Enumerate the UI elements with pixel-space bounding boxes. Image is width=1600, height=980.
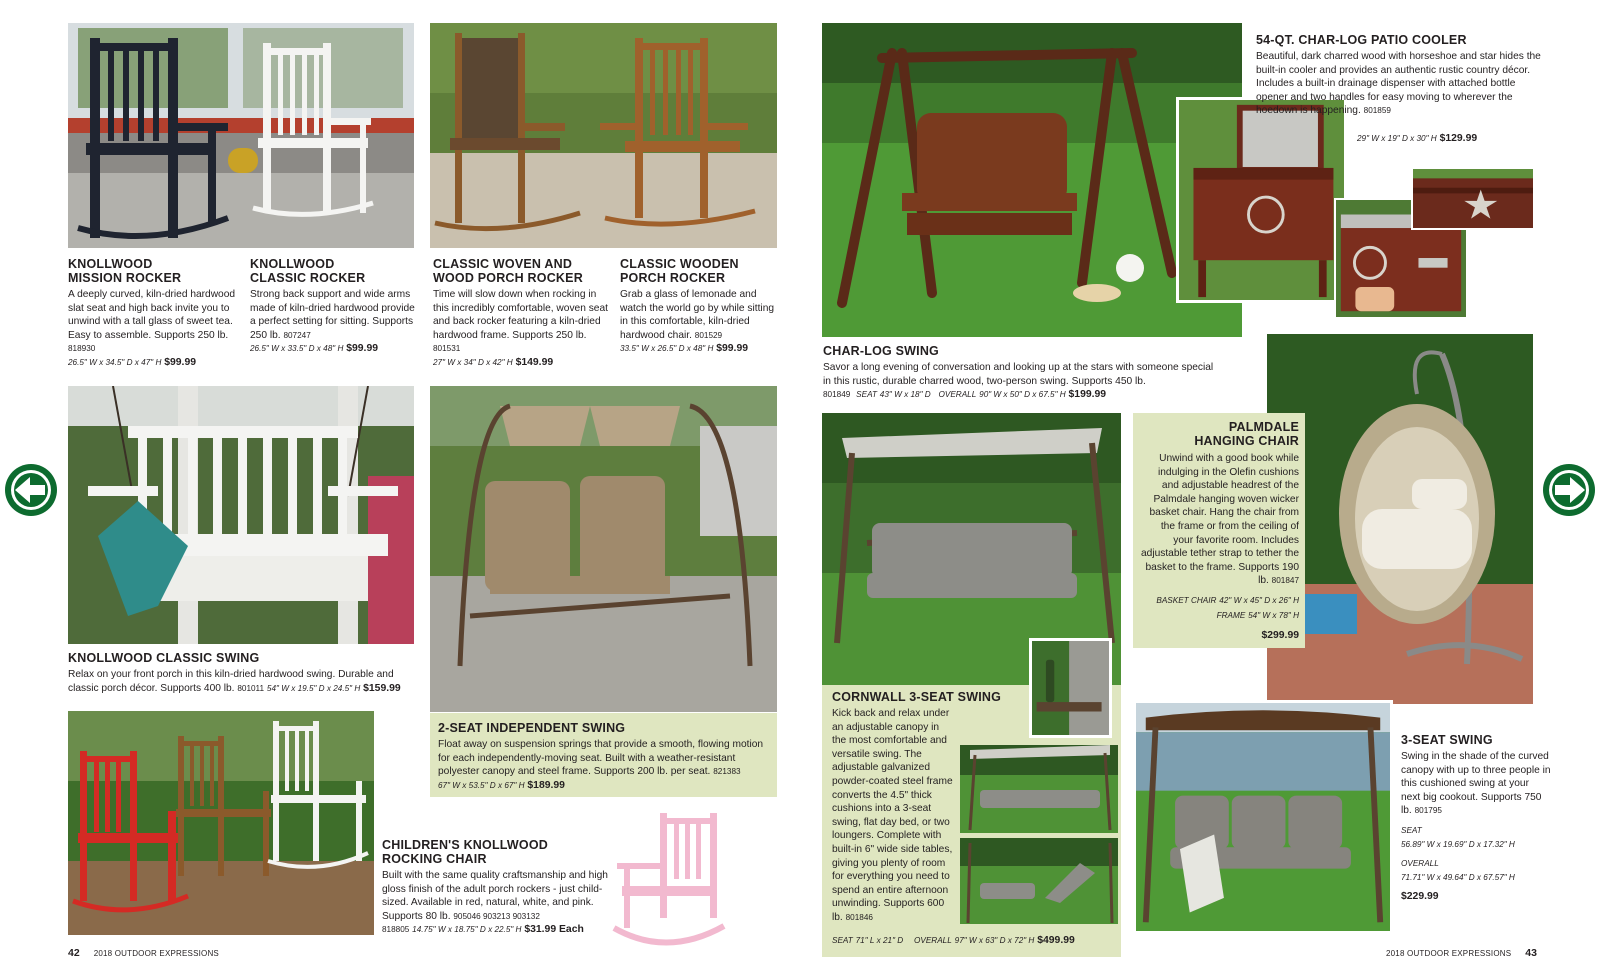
product-title: 54-QT. CHAR-LOG PATIO COOLER <box>1256 33 1467 47</box>
photo-knollwood-classic-swing <box>68 386 414 644</box>
overall-dimensions: 71.71" W x 49.64" D x 67.57" H <box>1401 872 1515 882</box>
product-sku: 801846 <box>845 912 873 922</box>
product-title: PALMDALE <box>1228 420 1299 434</box>
product-dimensions: 14.75" W x 18.75" D x 22.5" H <box>412 925 522 935</box>
catalog-brand: 2018 OUTDOOR EXPRESSIONS <box>1386 949 1512 958</box>
product-cornwall-dims-price <box>832 934 1122 948</box>
product-sku: 801847 <box>1271 576 1299 586</box>
product-title: WOOD PORCH ROCKER <box>433 271 583 285</box>
overall-label: OVERALL <box>938 390 977 400</box>
seat-dimensions: 43" W x 18" D <box>879 390 931 400</box>
product-title: 3-SEAT SWING <box>1401 733 1493 747</box>
seat-label: SEAT <box>856 390 877 400</box>
product-dims-price <box>250 342 422 356</box>
product-dimensions: 33.5" W x 26.5" D x 48" H <box>620 344 714 354</box>
product-description: Float away on suspension springs that provide a smooth, flowing motion for each independently-moving seat. Built with a weather-resistant polyester canopy and steel frame. Supports 200 lb. per seat. 821383 <box>438 739 764 778</box>
basket-label: BASKET CHAIR <box>1156 595 1217 605</box>
product-classic-swing <box>68 651 423 695</box>
basket-dimensions-row <box>1140 594 1299 608</box>
product-dims-price <box>68 356 243 370</box>
product-classic-rocker <box>250 257 422 356</box>
photo-2-seat-swing <box>430 386 777 712</box>
product-description: Kick back and relax under an adjustable canopy in the most comfortable and versatile swing. The adjustable galvanized powder-coated steel frame converts the 4.5" thick cushions into a 3-seat swing, flat day bed, or two loungers. Complete with built-in 6" wide side tables, giving you plenty of room for everything you need to spend an entire afternoon unwinding. Supports 600 lb. 801846 <box>832 708 953 923</box>
arrow-left-icon <box>3 462 59 518</box>
page-footer-left <box>68 947 219 959</box>
product-price: $99.99 <box>164 356 196 368</box>
product-title: CORNWALL 3-SEAT SWING <box>832 690 1002 704</box>
product-cornwall-title-block <box>832 690 1008 704</box>
product-patio-cooler <box>1256 33 1544 118</box>
product-description: Relax on your front porch in this kiln-dried hardwood swing. Durable and classic porch décor. Supports 400 lb. 801011 54" W x 19.5" D x 24.5" H $159.99 <box>68 669 401 694</box>
product-dims-price <box>382 923 614 937</box>
photo-knollwood-rockers <box>68 23 414 248</box>
seat-label: SEAT <box>832 936 853 945</box>
product-price: $159.99 <box>363 682 401 694</box>
product-cornwall <box>832 707 954 925</box>
product-description: Built with the same quality craftsmanship and high gloss finish of the adult porch rockers - just child-sized. Available in red, natural, white, and pink. Supports 80 lb. 905046 903213 903132 <box>382 870 608 922</box>
product-sku: 905046 903213 903132 <box>453 911 540 921</box>
product-price: $99.99 <box>346 343 378 355</box>
product-price-row <box>1401 890 1551 904</box>
product-dims-price <box>433 356 613 370</box>
product-dimensions: 27" W x 34" D x 42" H <box>433 357 513 367</box>
product-mission-rocker <box>68 257 243 370</box>
product-description: Strong back support and wide arms made of kiln-dried hardwood provide a perfect setting for sitting. Supports 250 lb. 807247 <box>250 289 415 341</box>
photo-3-seat-swing <box>1133 700 1393 934</box>
seat-dimensions: 71" L x 21" D <box>855 936 904 945</box>
seat-dimensions: 56.89" W x 19.69" D x 17.32" H <box>1401 839 1515 849</box>
product-title: HANGING CHAIR <box>1194 434 1299 448</box>
product-char-log-swing <box>823 344 1223 402</box>
product-price: $149.99 <box>515 356 554 368</box>
product-description: Savor a long evening of conversation and looking up at the stars with someone special in this rustic, durable charred wood, two-person swing. Supports 450 lb. <box>823 362 1214 387</box>
frame-dimensions-row <box>1140 609 1299 623</box>
product-children-rocker <box>382 838 614 937</box>
product-title: CLASSIC ROCKER <box>250 271 366 285</box>
product-sku: 821383 <box>713 767 741 777</box>
product-dims-price <box>620 342 780 356</box>
photo-pink-rocker <box>612 808 728 958</box>
product-2-seat-swing <box>438 721 772 792</box>
page-number: 42 <box>68 947 80 959</box>
photo-cooler-star-detail <box>1411 167 1535 230</box>
product-palmdale-hanging-chair <box>1140 420 1299 643</box>
product-dimensions: 54" W x 19.5" D x 24.5" H <box>266 683 361 693</box>
frame-dimensions: 54" W x 78" H <box>1248 610 1299 620</box>
arrow-right-icon <box>1541 462 1597 518</box>
product-price-row <box>1140 629 1299 643</box>
previous-page-button[interactable] <box>3 462 59 518</box>
seat-label: SEAT <box>1401 825 1422 835</box>
photo-cornwall-daybed-overlay <box>960 745 1118 833</box>
product-price: $129.99 <box>1439 133 1478 144</box>
frame-label: FRAME <box>1216 610 1246 620</box>
photo-porch-rockers <box>430 23 777 248</box>
product-title: KNOLLWOOD <box>250 257 335 271</box>
product-woven-rocker <box>433 257 613 370</box>
product-dimensions: 26.5" W x 33.5" D x 48" H <box>250 344 344 354</box>
overall-label: OVERALL <box>1401 859 1439 869</box>
product-title: PORCH ROCKER <box>620 271 726 285</box>
product-patio-cooler-dims-price <box>1357 132 1547 146</box>
next-page-button[interactable] <box>1541 462 1597 518</box>
product-wooden-rocker <box>620 257 780 356</box>
photo-patio-cooler <box>1176 97 1347 303</box>
photo-cornwall-loungers-overlay <box>960 838 1118 924</box>
photo-children-rockers <box>68 711 374 935</box>
product-description: Beautiful, dark charred wood with horseshoe and star hides the built-in cooler and provides an authentic rustic country décor. Includes a built-in drainage dispenser with attached bottle opener and two handles for easy moving to wherever the hoedown is happening. 801859 <box>1256 51 1541 117</box>
page-number: 43 <box>1525 947 1537 959</box>
product-3-seat-swing <box>1401 733 1551 904</box>
product-sku: 801795 <box>1414 806 1442 816</box>
product-sku: 801531 <box>433 344 461 354</box>
product-title: KNOLLWOOD <box>68 257 153 271</box>
product-title: KNOLLWOOD CLASSIC SWING <box>68 651 260 665</box>
product-sku: 801849 <box>823 390 851 400</box>
product-sku: 818930 <box>68 344 96 354</box>
product-price: $189.99 <box>527 779 565 791</box>
overall-dimensions: 97" W x 63" D x 72" H <box>954 936 1035 945</box>
overall-dimensions: 90" W x 50" D x 67.5" H <box>979 390 1066 400</box>
product-description: Time will slow down when rocking in this incredibly comfortable, woven seat and back rocker featuring a kiln-dried hardwood frame. Supports 250 lb. 801531 <box>433 289 608 354</box>
product-price: $199.99 <box>1068 389 1107 401</box>
product-description: A deeply curved, kiln-dried hardwood slat seat and high back invite you to unwind with a tall glass of sweet tea. Easy to assemble. Supports 250 lb. 818930 <box>68 289 236 354</box>
product-title: CLASSIC WOVEN AND <box>433 257 573 271</box>
product-dimensions: 26.5" W x 34.5" D x 47" H <box>68 357 162 367</box>
basket-dimensions: 42" W x 45" D x 26" H <box>1219 595 1299 605</box>
catalog-brand: 2018 OUTDOOR EXPRESSIONS <box>93 949 219 958</box>
product-description: Swing in the shade of the curved canopy with up to three people in this cushioned swing at your next big cookout. Supports 750 lb. 801795 <box>1401 751 1551 817</box>
product-price: $31.99 Each <box>524 924 584 936</box>
product-price: $99.99 <box>716 343 748 355</box>
product-sku: 801529 <box>694 330 723 340</box>
product-dims-price <box>438 779 772 793</box>
page-footer-right <box>1386 947 1537 959</box>
product-dimensions: 29" W x 19" D x 30" H <box>1357 134 1437 143</box>
product-title: MISSION ROCKER <box>68 271 182 285</box>
product-sku: 801011 <box>237 683 265 693</box>
product-title: CHAR-LOG SWING <box>823 344 939 358</box>
product-sku: 807247 <box>283 330 311 340</box>
overall-label: OVERALL <box>914 936 952 945</box>
product-price: $299.99 <box>1261 630 1299 642</box>
product-price: $499.99 <box>1037 935 1075 946</box>
product-dimensions: 67" W x 53.5" D x 67" H <box>438 780 525 790</box>
product-description: Grab a glass of lemonade and watch the world go by while sitting in this comfortable, kiln-dried hardwood chair. 801529 <box>620 289 775 341</box>
product-title: 2-SEAT INDEPENDENT SWING <box>438 721 626 735</box>
photo-cornwall-side-table-overlay <box>1029 638 1112 738</box>
product-price: $229.99 <box>1401 891 1439 903</box>
product-sku: 818805 <box>382 925 410 935</box>
product-title: ROCKING CHAIR <box>382 852 487 866</box>
photo-palmdale-hanging-chair <box>1267 334 1533 704</box>
product-title: CLASSIC WOODEN <box>620 257 739 271</box>
product-dims-price <box>823 388 1223 402</box>
product-title: CHILDREN'S KNOLLWOOD <box>382 838 548 852</box>
product-sku: 801859 <box>1363 106 1391 116</box>
product-description: Unwind with a good book while indulging in the Olefin cushions and adjustable headrest of the Palmdale hanging woven wicker basket chair. Hang the chair from the frame or from the ceiling of your favorite room. Includes adjustable tether strap to tether the basket to the frame. Supports 190 lb. 801847 <box>1140 453 1299 587</box>
